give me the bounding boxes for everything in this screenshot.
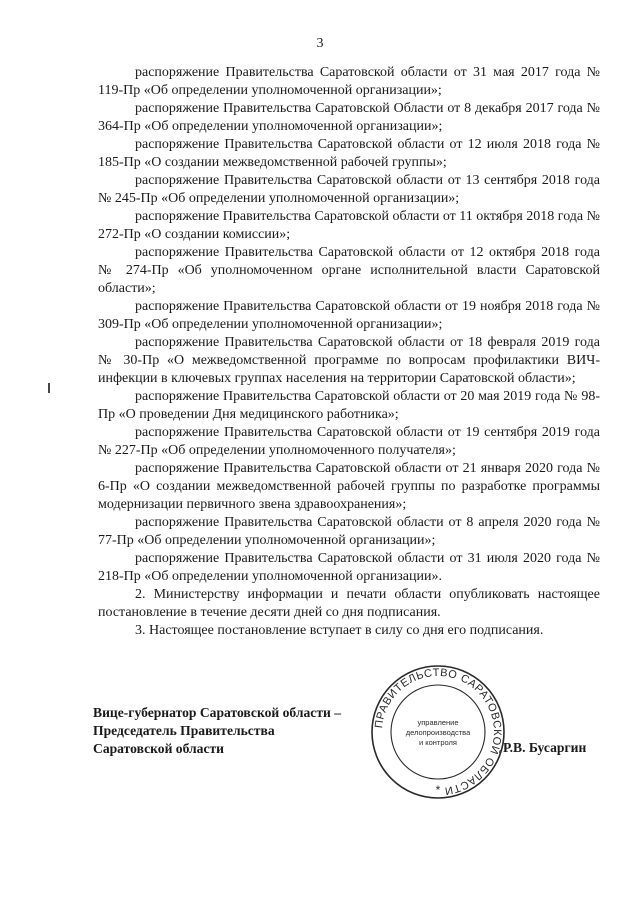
margin-mark [48, 383, 50, 393]
stamp-line: и контроля [418, 738, 458, 747]
paragraph: распоряжение Правительства Саратовской области от 19 сентября 2019 года № 227-Пр «Об определении уполномоченного получателя»; [98, 425, 600, 458]
paragraph: распоряжение Правительства Саратовской области от 11 октября 2018 года № 272-Пр «О создании комиссии»; [98, 209, 600, 242]
stamp-line: управление [417, 718, 459, 727]
signature-block [93, 704, 383, 758]
signatory-title-line: Вице-губернатор Саратовской области – [93, 705, 342, 720]
signatory-name: Р.В. Бусаргин [503, 740, 587, 755]
paragraph: распоряжение Правительства Саратовской области от 31 мая 2017 года № 119-Пр «Об определении уполномоченной организации»; [98, 65, 600, 98]
page-number: 3 [316, 36, 324, 51]
paragraph: распоряжение Правительства Саратовской области от 13 сентября 2018 года № 245-Пр «Об определении уполномоченной организации»; [98, 173, 600, 206]
paragraph: 3. Настоящее постановление вступает в силу со дня его подписания. [135, 623, 544, 638]
stamp-line: делопроизводства [405, 728, 471, 737]
stamp-outer-text: ПРАВИТЕЛЬСТВО САРАТОВСКОЙ ОБЛАСТИ [373, 666, 504, 797]
paragraph: распоряжение Правительства Саратовской области от 20 мая 2019 года № 98-Пр «О проведении Дня медицинского работника»; [98, 389, 600, 422]
paragraph: распоряжение Правительства Саратовской области от 21 января 2020 года № 6-Пр «О создании межведомственной рабочей группы по разработке программы модернизации первичного звена здравоохранения»; [98, 461, 600, 512]
paragraph: распоряжение Правительства Саратовской области от 19 ноября 2018 года № 309-Пр «Об определении уполномоченной организации»; [98, 299, 600, 332]
signatory-title-line: Председатель Правительства [93, 723, 275, 738]
paragraph: распоряжение Правительства Саратовской области от 12 октября 2018 года № 274-Пр «Об уполномоченном органе исполнительной власти Саратовской области»; [98, 245, 600, 296]
paragraph: распоряжение Правительства Саратовской области от 8 апреля 2020 года № 77-Пр «Об определении уполномоченной организации»; [98, 515, 600, 548]
paragraph: распоряжение Правительства Саратовской Области от 8 декабря 2017 года № 364-Пр «Об определении уполномоченной организации»; [98, 101, 600, 134]
paragraph: распоряжение Правительства Саратовской области от 12 июля 2018 года № 185-Пр «О создании межведомственной рабочей группы»; [98, 137, 600, 170]
stamp-star-icon: * [435, 783, 441, 797]
official-stamp [368, 662, 508, 802]
paragraph: распоряжение Правительства Саратовской области от 18 февраля 2019 года № 30-Пр «О межведомственной программе по вопросам профилактики ВИЧ-инфекции в ключевых группах населения на территории Саратовской области»; [98, 335, 600, 386]
paragraph: 2. Министерству информации и печати области опубликовать настоящее постановление в течение десяти дней со дня подписания. [98, 587, 600, 620]
signatory-title-line: Саратовской области [93, 741, 225, 756]
document-body [98, 64, 600, 640]
paragraph: распоряжение Правительства Саратовской области от 31 июля 2020 года № 218-Пр «Об определении уполномоченной организации». [98, 551, 600, 584]
